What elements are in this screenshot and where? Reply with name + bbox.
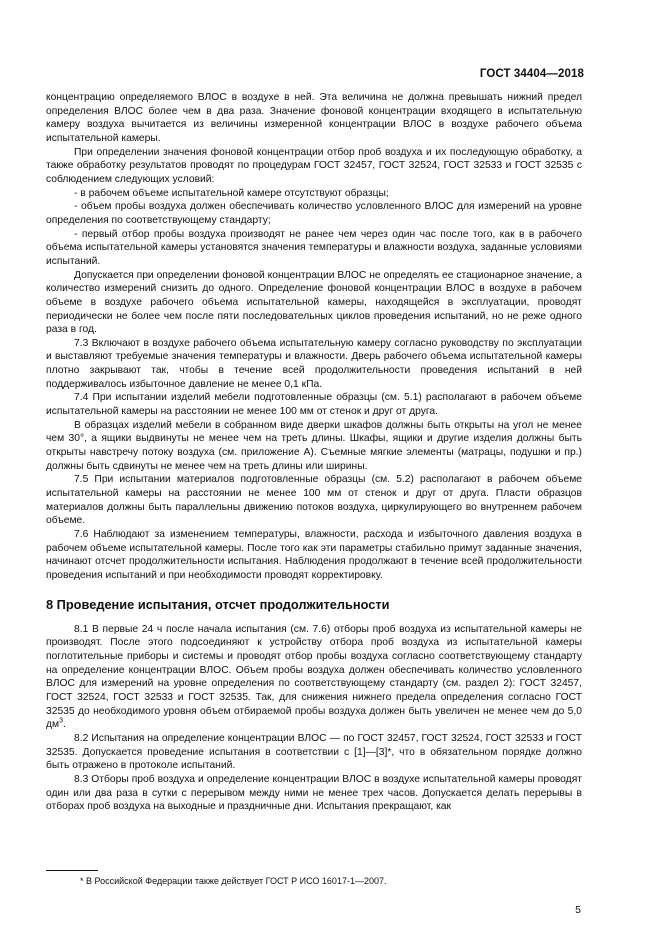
document-code: ГОСТ 34404—2018: [479, 68, 584, 80]
list-item: - в рабочем объеме испытательной камере отсутствуют образцы;: [74, 187, 389, 199]
superscript: 3: [59, 717, 63, 725]
paragraph-7-4: 7.4 При испытании изделий мебели подготовленные образцы (см. 5.1) располагают в рабочем объеме испытательной камеры на расстоянии не менее 100 мм от стенок и друг от друга.: [46, 392, 582, 418]
footnote: * В Российской Федерации также действует ГОСТ Р ИСО 16017-1—2007.: [80, 876, 387, 886]
period: .: [63, 719, 66, 731]
paragraph-8-1-text: 8.1 В первые 24 ч после начала испытания (см. 7.6) отборы проб воздуха из испытательной камеры не производят. После этого подсоединяют к устройству отбора проб воздуха из испытательной камеры поглотительные приборы и системы и проводят отбор пробы воздуха согласно соответствующему стандарту на определение концентрации ВЛОС. Объем пробы воздуха должен обеспечивать количество условленного ВЛОС для измерений на уровне определения по соответствующему стандарту (см. раздел 2): ГОСТ 32457, ГОСТ 32524, ГОСТ 32533 и ГОСТ 32535. Так, для снижения нижнего предела определения согласно ГОСТ 32535 до необходимого уровня объем отбираемой пробы воздуха должен быть увеличен не менее чем до 5,0 дм: [46, 623, 582, 731]
paragraph-8-1: [46, 623, 582, 732]
page-body: [46, 91, 582, 814]
page-number: 5: [575, 904, 581, 916]
paragraph-7-3: 7.3 Включают в воздухе рабочего объема испытательную камеру согласно руководству по эксплуатации и выставляют требуемые значения температуры и влажности. Дверь рабочего объема испытательной камеры плотно закрывают так, чтобы в течение всей продолжительности проведения испытаний в ней поддерживалось избыточное давление не менее 0,1 кПа.: [46, 337, 582, 390]
paragraph-furniture-samples: В образцах изделий мебели в собранном виде дверки шкафов должны быть открыты на угол не менее чем 30°, а ящики выдвинуты не менее чем на треть длины. Шкафы, ящики и другие изделия должны быть открыты навстречу потоку воздуха (см. приложение А). Съемные мягкие элементы (матрацы, подушки и пр.) должны быть сдвинуты не менее чем на треть длины или ширины.: [46, 419, 582, 472]
list-item: - первый отбор пробы воздуха производят не ранее чем через один час после того, как в в рабочего объема испытательной камеры установятся значения температуры и влажности воздуха, заданные условиями испытаний.: [46, 228, 582, 267]
section-heading: 8 Проведение испытания, отсчет продолжительности: [46, 596, 390, 612]
paragraph-background-conditions: При определении значения фоновой концентрации отбор проб воздуха и их последующую обработку, а также обработку результатов проводят по процедурам ГОСТ 32457, ГОСТ 32524, ГОСТ 32533 и ГОСТ 32535 с соблюдением следующих условий:: [46, 146, 582, 185]
list-item: - объем пробы воздуха должен обеспечивать количество условленного ВЛОС для измерений на уровне определения по соответствующему стандарту;: [46, 201, 582, 226]
paragraph-7-5: 7.5 При испытании материалов подготовленные образцы (см. 5.2) располагают в рабочем объеме испытательной камеры на расстоянии не менее 100 мм от стенок и друг от друга. Пласти образцов материалов должны быть параллельны движению потоков воздуха, циркулирующего во внутреннем рабочем объеме.: [46, 474, 582, 527]
footnote-separator: [46, 870, 98, 871]
paragraph-continuation: концентрацию определяемого ВЛОС в воздухе в ней. Эта величина не должна превышать нижний предел определения ВЛОС более чем в два раза. Значение фоновой концентрации входящего в испытательную камеру воздуха вычитается из величины измеренной концентрации ВЛОС в воздухе рабочего объема испытательной камеры.: [46, 92, 582, 144]
paragraph-7-6: 7.6 Наблюдают за изменением температуры, влажности, расхода и избыточного давления воздуха в рабочем объеме испытательной камеры. После того как эти параметры стабильно примут заданные значения, начинают отсчет продолжительности испытания. Наблюдения продолжают в течение всей продолжительности проведения испытаний и при необходимости проводят корректировку.: [46, 529, 582, 581]
paragraph-allowance: Допускается при определении фоновой концентрации ВЛОС не определять ее стационарное значение, а количество измерений снизить до одного. Определение фоновой концентрации ВЛОС в воздухе в рабочем объеме в воздухе рабочего объема испытательной камеры, находящейся в эксплуатации, проводят периодически не более чем после пяти последовательных циклов проведения испытаний, но не реже одного раза в год.: [46, 269, 582, 336]
paragraph-8-2: 8.2 Испытания на определение концентрации ВЛОС — по ГОСТ 32457, ГОСТ 32524, ГОСТ 32533 и ГОСТ 32535. Допускается проведение испытания в соответствии с [1]—[3]*, что в обязательном порядке должно быть отражено в протоколе испытаний.: [46, 732, 582, 772]
paragraph-8-3: 8.3 Отборы проб воздуха и определение концентрации ВЛОС в воздухе испытательной камеры проводят один или два раза в сутки с перерывом между ними не менее трех часов. Допускается делать перерывы в отборах проб воздуха на выходные и праздничные дни. Испытания прекращают, как: [46, 773, 582, 813]
